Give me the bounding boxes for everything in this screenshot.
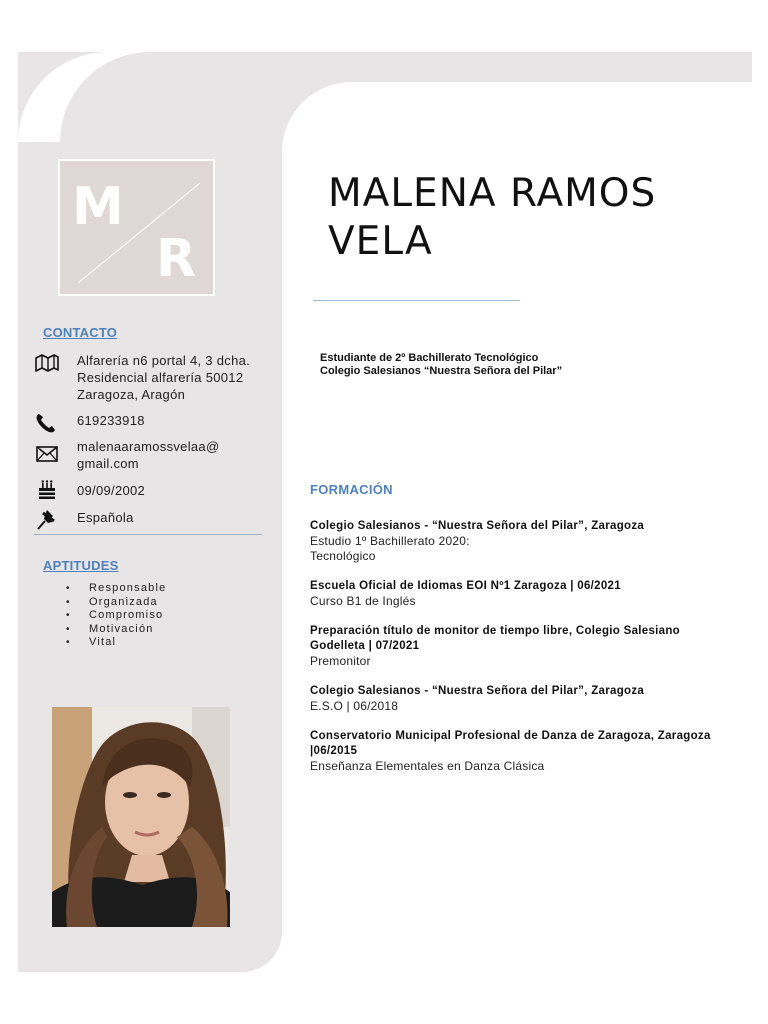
aptitude-item: • Vital [66,636,166,650]
envelope-icon [34,438,60,460]
formacion-list [310,519,730,789]
entry-desc: Curso B1 de Inglés [310,594,416,608]
map-icon [34,352,60,374]
address-line: Zaragoza, Aragón [77,387,186,402]
subtitle-line: Colegio Salesianos “Nuestra Señora del Pilar” [320,365,563,377]
formacion-heading: FORMACIÓN [310,482,393,497]
pin-icon [34,509,60,531]
contact-heading: CONTACTO [43,325,118,340]
title-rule [313,300,520,301]
entry-title: Escuela Oficial de Idiomas EOI Nº1 Zaragoza | 06/2021 [310,580,621,592]
profile-photo [52,707,230,927]
entry-title: Colegio Salesianos - “Nuestra Señora del Pilar”, Zaragoza [310,685,645,697]
name-line: MALENA RAMOS [328,171,657,216]
entry-title: Preparación título de monitor de tiempo libre, Colegio Salesiano Godelleta | 07/2021 [310,625,681,652]
nationality-text: Española [77,510,134,525]
email-text [77,438,219,472]
birthdate-text: 09/09/2002 [77,483,146,498]
address-text [77,352,250,403]
aptitude-item: • Responsable [66,582,166,596]
address-line: Alfarería n6 portal 4, 3 dcha. [77,353,251,368]
monogram-first-letter: M [72,177,124,237]
aptitude-item: • Compromiso [66,609,166,623]
aptitude-item: • Organizada [66,596,166,610]
subtitle [320,352,562,378]
aptitudes-list [66,582,166,650]
aptitudes-heading: APTITUDES [43,558,119,573]
entry-title: Conservatorio Municipal Profesional de Danza de Zaragoza, Zaragoza |06/2015 [310,730,711,757]
phone-text: 619233918 [77,413,145,428]
entry-desc: Enseñanza Elementales en Danza Clásica [310,759,545,773]
cake-icon [34,482,60,504]
subtitle-line: Estudiante de 2º Bachillerato Tecnológico [320,352,539,364]
monogram-logo [58,159,215,296]
formacion-entry [310,684,730,714]
entry-desc: Tecnológico [310,549,376,563]
email-line: gmail.com [77,456,139,471]
phone-icon [34,412,60,434]
email-line: malenaaramossvelaa@ [77,439,220,454]
name-line: VELA [328,219,433,264]
formacion-entry [310,729,730,774]
formacion-entry [310,519,730,564]
entry-desc: Estudio 1º Bachillerato 2020: [310,534,470,548]
sidebar-divider [34,534,262,535]
formacion-entry [310,624,730,669]
entry-desc: E.S.O | 06/2018 [310,699,399,713]
page-title [328,170,656,266]
entry-title: Colegio Salesianos - “Nuestra Señora del Pilar”, Zaragoza [310,520,645,532]
address-line: Residencial alfarería 50012 [77,370,244,385]
aptitude-item: • Motivación [66,623,166,637]
formacion-entry [310,579,730,609]
entry-desc: Premonitor [310,654,371,668]
monogram-second-letter: R [156,229,197,289]
